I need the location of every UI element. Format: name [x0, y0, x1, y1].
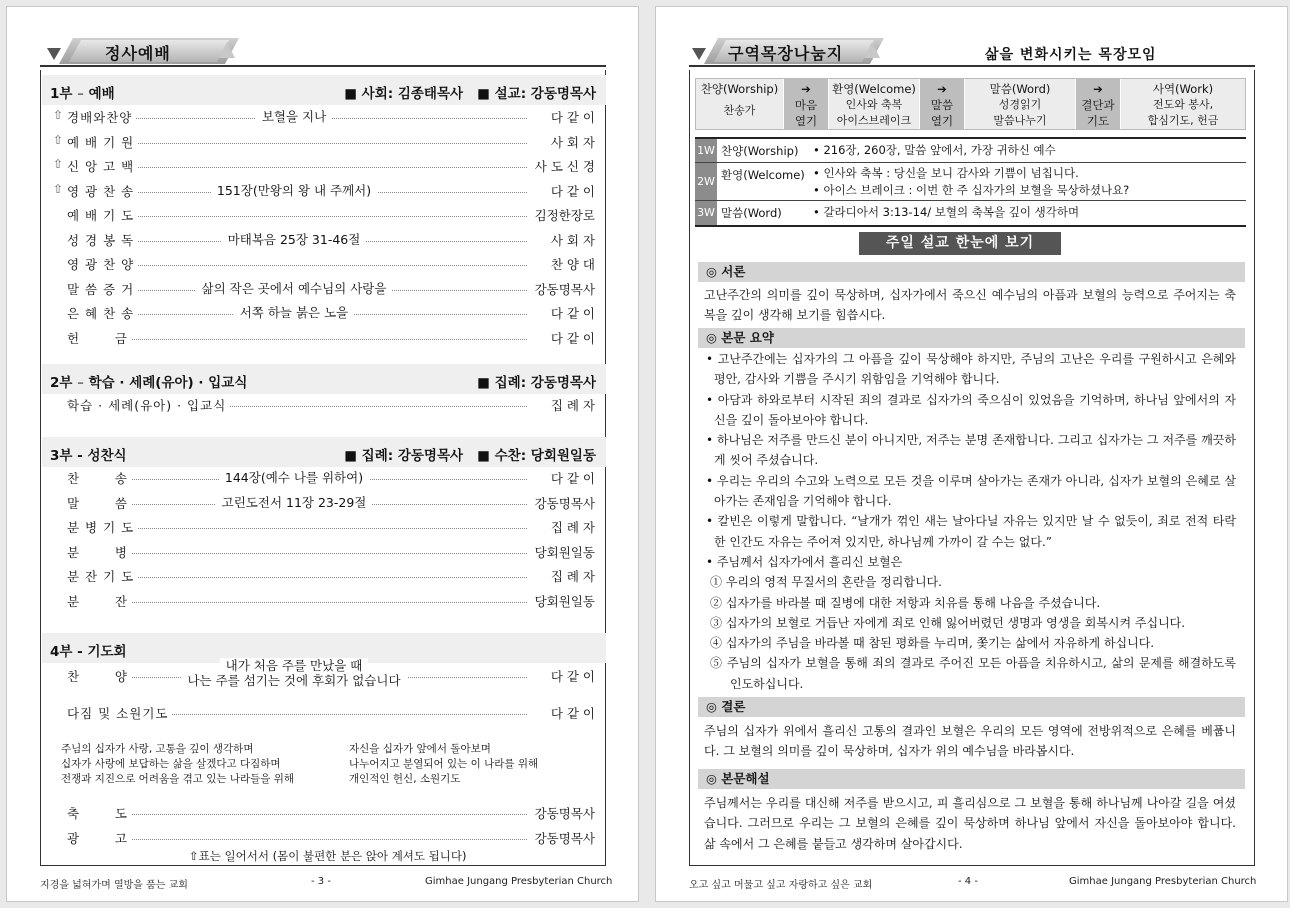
week-title: 말씀(Word): [721, 206, 782, 220]
service-row: [53, 567, 595, 585]
service-row: [53, 469, 595, 487]
header-rule: [40, 65, 606, 67]
section-4-header: 4부 - 기도회: [42, 633, 606, 663]
page-3: [6, 6, 639, 902]
service-item-leader: 다 같 이: [548, 667, 595, 685]
service-item-leader: 다 같 이: [548, 469, 595, 487]
prayer-topic: 십자가 사랑에 보답하는 삶을 살겠다고 다짐하며: [61, 758, 281, 770]
service-item-label: 찬 양: [67, 667, 131, 685]
service-item-label: 찬 송: [67, 469, 131, 487]
service-item-label: 성 경 봉 독: [67, 231, 137, 249]
service-item-label: 영 광 찬 송: [67, 182, 137, 200]
service-item-leader: 사 도 신 경: [532, 157, 595, 175]
flow-step-connector: ➔ 마음 열기: [784, 79, 828, 129]
week-number-badge: 1W: [695, 139, 717, 162]
service-item-leader: 다 같 이: [548, 304, 595, 322]
service-item-leader: 다 같 이: [548, 182, 595, 200]
service-row: [53, 804, 595, 822]
prayer-list-left: [61, 742, 294, 787]
left-header-tab: [41, 38, 241, 64]
service-item-label: 분 병 기 도: [67, 518, 137, 536]
arrow-right-icon: ➔: [1093, 82, 1103, 96]
song-line-2: 나는 주를 섬기는 것에 후회가 없습니다: [181, 673, 406, 688]
week-item: • 갈라디아서 3:13-14/ 보혈의 축복을 깊이 생각하며: [813, 205, 1080, 219]
service-item-label: 은 혜 찬 송: [67, 304, 137, 322]
right-tab-title: 구역목장나눔지: [728, 44, 844, 63]
leader-dots: [113, 143, 527, 144]
service-item-label: 다짐 및 소원기도: [67, 704, 171, 722]
tab-arrow-icon: [47, 48, 61, 60]
service-row: [53, 396, 595, 414]
summary-point: ④ 십자가의 주님을 바라볼 때 참된 평화를 누리며, 쫓기는 삶에서 자유하게 하십니다.: [710, 636, 1155, 651]
prayer-topic: 자신을 십자가 앞에서 돌아보며: [349, 743, 491, 755]
leader-dots: [113, 167, 527, 168]
left-tab-title: 정사예배: [105, 44, 171, 63]
meeting-flow-table: [695, 78, 1246, 130]
left-footer-motto: 지경을 넓혀가며 열방을 품는 교회: [40, 880, 188, 891]
service-item-label: 신 앙 고 백: [67, 157, 137, 175]
leader-dots: [113, 602, 527, 603]
service-item-label: 말 씀: [67, 494, 131, 512]
service-item-leader: 집 례 자: [548, 567, 595, 585]
summary-body: [704, 349, 1236, 694]
header-rule: [689, 65, 1255, 67]
service-item-label: 헌 금: [67, 329, 131, 347]
flow-step: 사역(Work) 전도와 봉사, 합심기도, 헌금: [1121, 79, 1245, 129]
service-item-label: 광 고: [67, 829, 131, 847]
arrow-right-icon: ➔: [937, 82, 947, 96]
service-row: [53, 133, 595, 151]
summary-bullet: • 우리는 우리의 수고와 노력으로 모든 것을 이루며 살아가는 존재가 아니라, 십자가 보혈의 은혜로 살아가는 존재임을 기억해야 합니다.: [706, 473, 1236, 509]
service-item-label: 예 배 기 원: [67, 133, 137, 151]
flow-step-connector: ➔ 결단과 기도: [1076, 79, 1120, 129]
week-title: 환영(Welcome): [721, 168, 805, 182]
service-row: [53, 543, 595, 561]
service-item-detail: 151장(만왕의 왕 내 주께서): [53, 181, 535, 199]
summary-bullet: • 칼빈은 이렇게 말합니다. “날개가 꺾인 새는 날아다닐 자유는 있지만 날 수 없듯이, 죄로 전적 타락한 인간도 자유는 주어져 있지만, 하나님께 가까이 갈 수는 없다.”: [706, 514, 1236, 549]
service-row: [53, 182, 595, 200]
conclusion-heading: ◎ 결론: [698, 697, 1245, 717]
service-row: [53, 280, 595, 298]
section-1-officiants: ■ 사회: 김종태목사 ■ 설교: 강동명목사: [344, 86, 596, 102]
service-row: [53, 157, 595, 175]
service-item-leader: 당회원일동: [532, 592, 595, 610]
summary-bullet: • 아담과 하와로부터 시작된 죄의 결과로 십자가의 죽으심이 있었음을 기억하며, 하나님 앞에서의 자신을 깊이 돌아보아야 합니다.: [706, 392, 1236, 427]
leader-dots: [113, 577, 527, 578]
summary-bullet: • 하나님은 저주를 만드신 분이 아니지만, 저주는 분명 존재합니다. 그리고 십자가는 그 저주를 깨끗하게 씻어 주셨습니다.: [706, 433, 1236, 468]
service-item-leader: 강동명목사: [532, 494, 595, 512]
leader-dots: [213, 406, 527, 407]
week-title: 찬양(Worship): [721, 144, 799, 158]
leader-dots: [113, 339, 527, 340]
section-2-header: 2부 – 학습 · 세례(유아) · 입교식 ■ 집례: 강동명목사: [42, 364, 606, 394]
tab-arrow-icon: [692, 48, 706, 60]
service-row: [53, 255, 595, 273]
week-row: [695, 139, 1246, 163]
week-row: [695, 163, 1246, 201]
right-footer-page: - 4 -: [958, 876, 978, 887]
service-item-leader: 다 같 이: [548, 108, 595, 126]
right-footer-church: Gimhae Jungang Presbyterian Church: [1069, 876, 1257, 887]
service-row: [53, 329, 595, 347]
service-item-leader: 집 례 자: [548, 518, 595, 536]
stand-up-icon: ⇧: [53, 108, 64, 122]
service-item-label: 예 배 기 도: [67, 206, 137, 224]
right-subtitle: 삶을 변화시키는 목장모임: [985, 47, 1157, 63]
prayer-topic: 나누어지고 분열되어 있는 이 나라를 위해: [349, 758, 539, 770]
week-items: [813, 204, 1079, 221]
section-3-header: 3부 - 성찬식 ■ 집례: 강동명목사 ■ 수찬: 당회원일동: [42, 437, 606, 467]
left-footer-page: - 3 -: [311, 876, 331, 887]
right-header-tab: [690, 38, 890, 64]
summary-point: ③ 십자가의 보혈로 거듭난 자에게 죄로 인해 잃어버렸던 생명과 영생을 회복시켜 주십니다.: [710, 615, 1186, 630]
stand-up-icon: ⇧: [53, 157, 64, 171]
leader-dots: [161, 714, 527, 715]
service-row: [53, 592, 595, 610]
weekly-program: [695, 137, 1246, 227]
leader-dots: [113, 265, 527, 266]
right-footer-motto: 오고 싶고 머물고 싶고 자랑하고 싶은 교회: [689, 880, 873, 891]
service-item-leader: 사 회 자: [548, 231, 595, 249]
sermon-summary-title: 주일 설교 한눈에 보기: [859, 232, 1061, 255]
conclusion-text: 주님의 십자가 위에서 흘리신 고통의 결과인 보혈은 우리의 모든 영역에 전방위적으로 은혜를 베풉니다. 그 보혈의 의미를 깊이 묵상하며, 십자가 위의 예수님을 바라봅시다.: [704, 724, 1236, 759]
service-row: [53, 231, 595, 249]
service-item-label: 말 씀 증 거: [67, 280, 137, 298]
service-item-leader: 강동명목사: [532, 804, 595, 822]
service-row: [53, 108, 595, 126]
prayer-topic: 주님의 십자가 사랑, 고통을 깊이 생각하며: [61, 743, 254, 755]
summary-bullet: • 고난주간에는 십자가의 그 아픔을 깊이 묵상해야 하지만, 주님의 고난은 우리를 구원하시고 은혜와 평안, 감사와 기쁨을 주시기 위함임을 기억해야 합니다.: [706, 352, 1236, 387]
prayer-list-right: [349, 742, 538, 787]
week-item: • 아이스 브레이크 : 이번 한 주 십자가의 보혈을 묵상하셨나요?: [813, 183, 1130, 197]
service-item-label: 분 병: [67, 543, 131, 561]
leader-dots: [113, 553, 527, 554]
service-item-label: 분 잔 기 도: [67, 567, 137, 585]
order-of-service-frame: [40, 70, 606, 866]
service-item-detail: 마태복음 25장 31-46절: [53, 230, 535, 248]
flow-step: 찬양(Worship) 찬송가: [696, 79, 783, 129]
leader-dots: [113, 216, 527, 217]
service-item-label: 경배와찬양: [67, 108, 135, 126]
service-item-detail: 144장(예수 나를 위하여): [53, 468, 535, 486]
flow-step: 환영(Welcome) 인사와 축복 아이스브레이크: [829, 79, 919, 129]
service-item-leader: 김정한장로: [532, 206, 595, 224]
service-item-leader: 찬 양 대: [548, 255, 595, 273]
standing-note: ⇧표는 일어서서 (몸이 불편한 분은 앉아 계셔도 됩니다): [189, 849, 467, 863]
service-item-label: 학습 · 세례(유아) · 입교식: [67, 396, 229, 414]
summary-point: ⑤ 주님의 십자가 보혈을 통해 죄의 결과로 주어진 모든 아픔을 치유하시고, 삶의 문제를 해결하도록 인도하십니다.: [710, 656, 1236, 691]
service-item-leader: 당회원일동: [532, 543, 595, 561]
stand-up-icon: ⇧: [53, 181, 64, 196]
service-item-detail: 삶의 작은 곳에서 예수님의 사랑을: [53, 279, 535, 297]
service-item-label: 분 잔: [67, 592, 131, 610]
left-footer-church: Gimhae Jungang Presbyterian Church: [425, 876, 613, 887]
summary-point: ② 십자가를 바라볼 때 질병에 대한 저항과 치유를 통해 나음을 주셨습니다.: [710, 595, 1101, 610]
week-number-badge: 3W: [695, 201, 717, 225]
service-item-leader: 다 같 이: [548, 704, 595, 722]
service-item-detail: [53, 658, 535, 688]
prayer-topic: 개인적인 헌신, 소원기도: [349, 773, 461, 785]
service-row: [53, 704, 595, 722]
tab-triangle-icon: [864, 42, 880, 58]
service-item-label: 축 도: [67, 804, 131, 822]
flow-step: 말씀(Word) 성경읽기 말씀나누기: [965, 79, 1075, 129]
song-line-1: 내가 처음 주를 만났을 때: [220, 658, 369, 673]
stand-up-icon: ⇧: [53, 132, 64, 147]
leader-dots: [113, 528, 527, 529]
week-items: [813, 142, 1056, 159]
section-1-header: 1부 – 예배 ■ 사회: 김종태목사 ■ 설교: 강동명목사: [42, 75, 606, 105]
summary-point: ① 우리의 영적 무질서의 혼란을 정리합니다.: [710, 575, 942, 590]
tab-triangle-icon: [219, 42, 235, 58]
commentary-heading: ◎ 본문해설: [698, 769, 1245, 789]
summary-heading: ◎ 본문 요약: [698, 328, 1245, 348]
flow-step-connector: ➔ 말씀 열기: [920, 79, 964, 129]
intro-text: 고난주간의 의미를 깊이 묵상하며, 십자가에서 죽으신 예수님의 아픔과 보혈의 능력으로 주어지는 축복을 깊이 생각해 보기를 힘씁시다.: [704, 288, 1236, 323]
service-row: [53, 829, 595, 847]
commentary-text: 주님께서는 우리를 대신해 저주를 받으시고, 피 흘리심으로 그 보혈을 통해 하나님께 나아갈 길을 여셨습니다. 그러므로 우리는 그 보혈의 은혜를 깊이 묵상하며 하나님 앞에서 자신을 돌아보아야 합니다. 삶 속에서 그 은혜를 붙들고 생각하며 살아갑시다.: [704, 796, 1236, 851]
week-row: [695, 201, 1246, 225]
service-item-leader: 집 례 자: [548, 396, 595, 414]
prayer-topic: 전쟁과 지진으로 어려움을 겪고 있는 나라들을 위해: [61, 773, 295, 785]
service-item-detail: 보혈을 지나: [53, 107, 535, 125]
week-items: [813, 165, 1129, 199]
page-4: [655, 6, 1288, 902]
service-item-leader: 강동명목사: [532, 829, 595, 847]
service-item-leader: 사 회 자: [548, 133, 595, 151]
service-row: [53, 518, 595, 536]
service-item-leader: 강동명목사: [532, 280, 595, 298]
service-item-label: 영 광 찬 양: [67, 255, 137, 273]
intro-heading: ◎ 서론: [698, 262, 1245, 282]
arrow-right-icon: ➔: [801, 82, 811, 96]
week-item: • 인사와 축복 : 당신을 보니 감사와 기쁨이 넘칩니다.: [813, 166, 1079, 180]
summary-bullet: • 주님께서 십자가에서 흘리신 보혈은: [706, 554, 903, 569]
service-row: [53, 206, 595, 224]
service-item-leader: 다 같 이: [548, 329, 595, 347]
week-number-badge: 2W: [695, 163, 717, 200]
service-row: [53, 494, 595, 512]
service-row: [53, 658, 595, 688]
week-item: • 216장, 260장, 말씀 앞에서, 가장 귀하신 예수: [813, 143, 1056, 157]
service-item-detail: 서쪽 하늘 붉은 노을: [53, 303, 535, 321]
service-item-detail: 고린도전서 11장 23-29절: [53, 493, 535, 511]
service-row: [53, 304, 595, 322]
